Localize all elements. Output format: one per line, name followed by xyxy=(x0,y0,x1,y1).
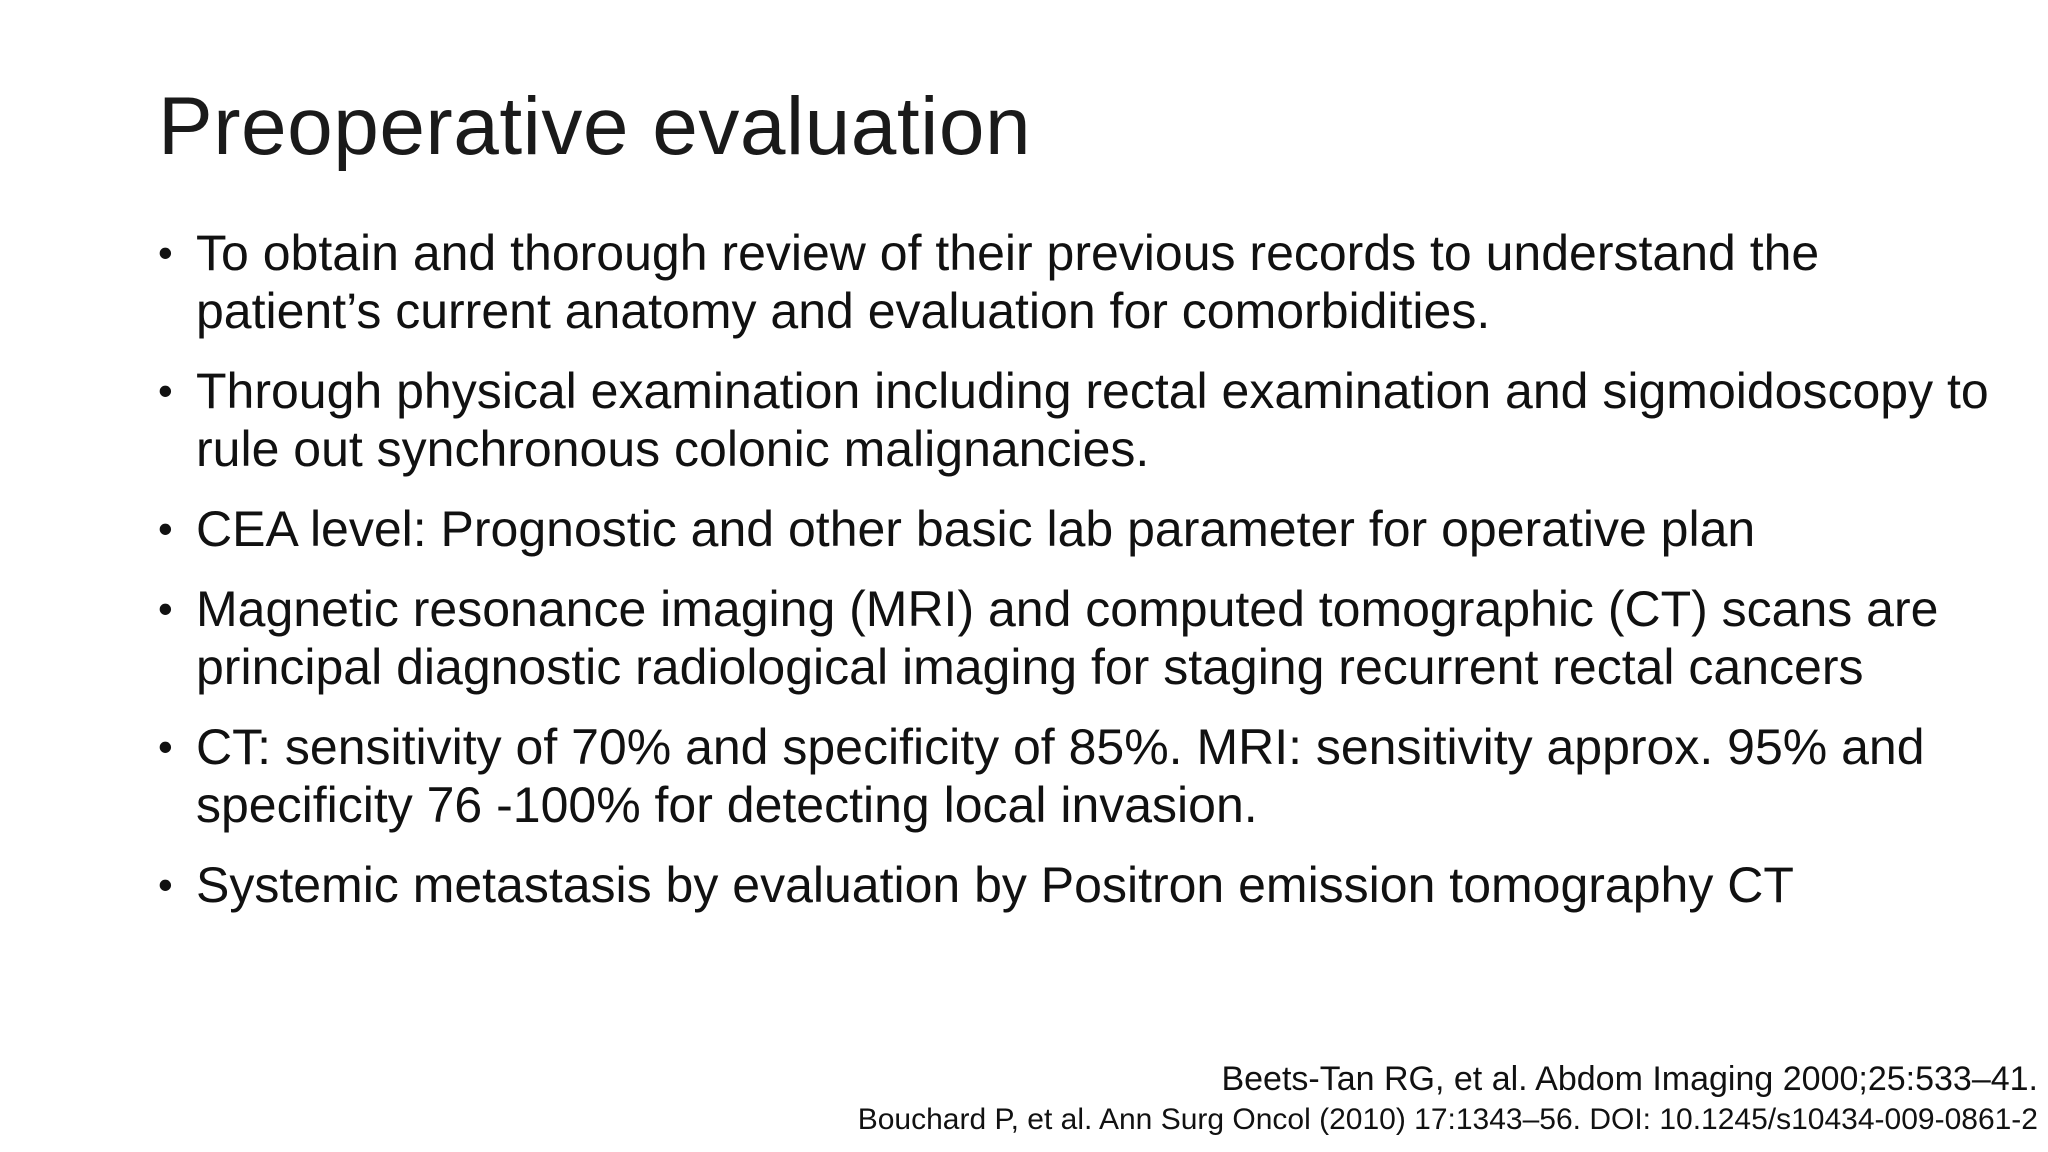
bullet-text: CT: sensitivity of 70% and specificity of 85%. MRI: sensitivity approx. 95% and specificity 76 -100% for detecting local invasion. xyxy=(196,719,1925,833)
reference-1: Beets-Tan RG, et al. Abdom Imaging 2000;25:533–41. xyxy=(1221,1060,2038,1098)
bullet-text: CEA level: Prognostic and other basic lab parameter for operative plan xyxy=(196,501,1756,557)
bullet-icon: • xyxy=(158,585,173,632)
bullet-icon: • xyxy=(158,229,173,276)
bullet-icon: • xyxy=(158,861,173,908)
bullet-text: Magnetic resonance imaging (MRI) and computed tomographic (CT) scans are principal diagnostic radiological imaging for staging recurrent rectal cancers xyxy=(196,581,1939,695)
bullet-text: Systemic metastasis by evaluation by Positron emission tomography CT xyxy=(196,857,1794,913)
bullet-item xyxy=(158,580,2018,696)
references xyxy=(858,1058,2038,1140)
bullet-text: Through physical examination including rectal examination and sigmoidoscopy to rule out synchronous colonic malignancies. xyxy=(196,363,1989,477)
slide-title: Preoperative evaluation xyxy=(158,81,1032,172)
bullet-text: To obtain and thorough review of their previous records to understand the patient’s current anatomy and evaluation for comorbidities. xyxy=(196,225,1820,339)
bullet-icon: • xyxy=(158,723,173,770)
bullet-item xyxy=(158,224,2018,340)
bullet-list xyxy=(158,224,2018,936)
bullet-item xyxy=(158,362,2018,478)
bullet-item xyxy=(158,718,2018,834)
reference-2: Bouchard P, et al. Ann Surg Oncol (2010) 17:1343–56. DOI: 10.1245/s10434-009-0861-2 xyxy=(857,1103,2038,1136)
bullet-item xyxy=(158,856,2018,914)
bullet-icon: • xyxy=(158,505,173,552)
bullet-icon: • xyxy=(158,367,173,414)
bullet-item xyxy=(158,500,2018,558)
